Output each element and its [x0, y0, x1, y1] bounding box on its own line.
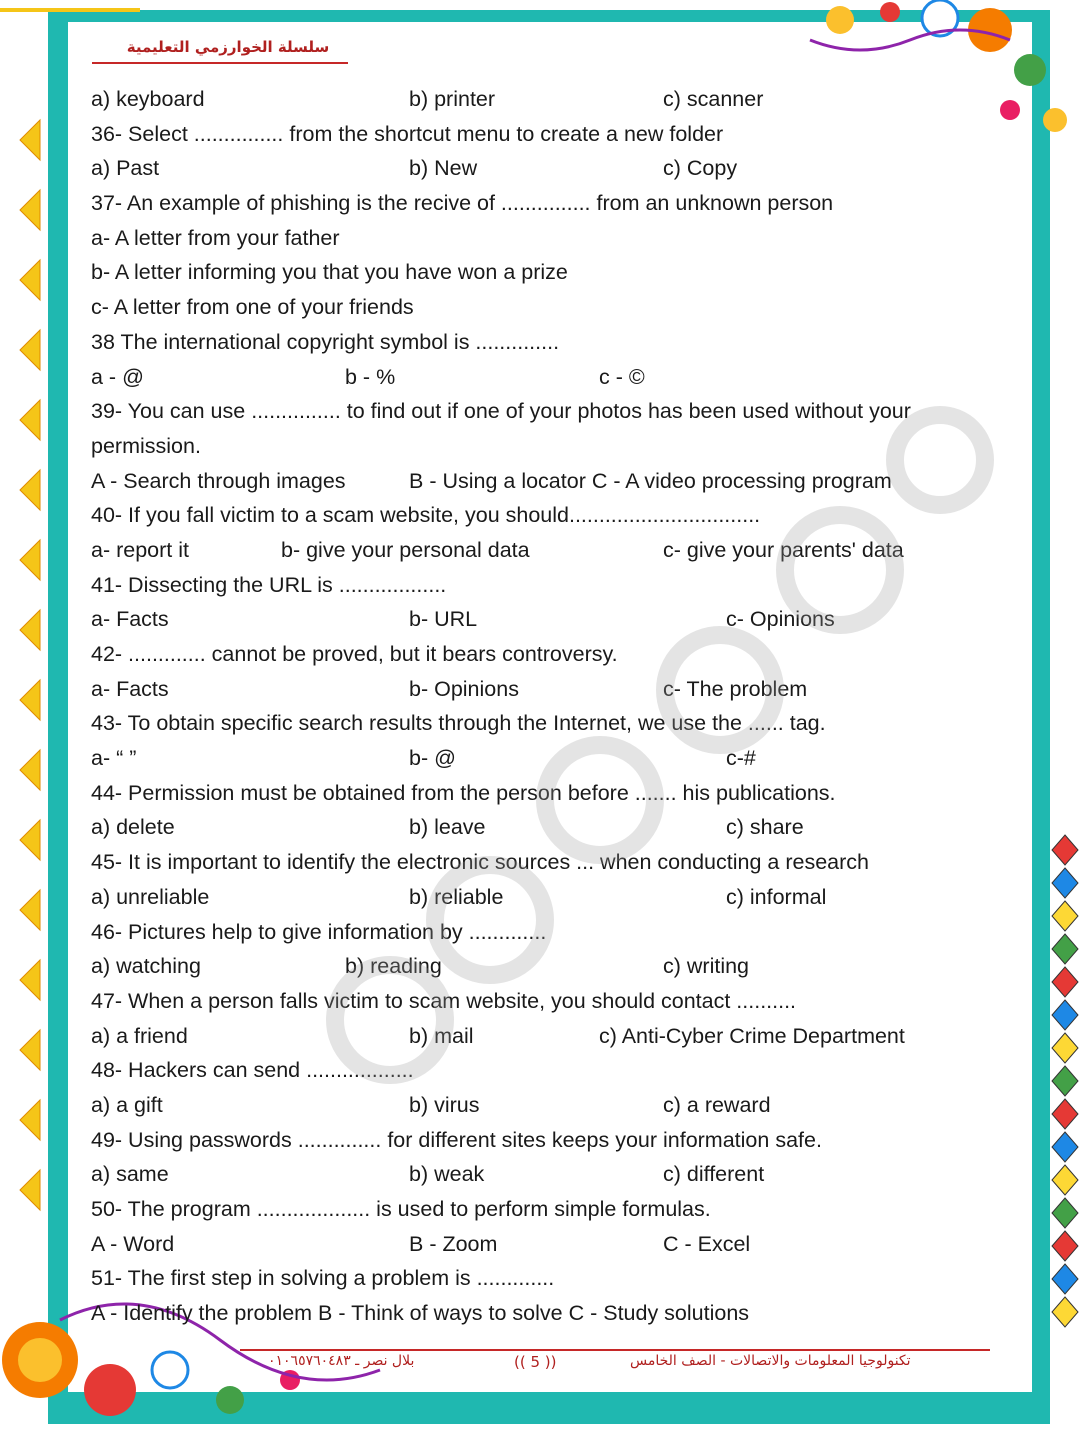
answer-option: c) Anti-Cyber Crime Department: [599, 1023, 905, 1048]
left-border-decoration: [0, 0, 48, 1436]
answer-option: A - Search through images: [91, 468, 346, 493]
answer-option: a- “ ”: [91, 746, 137, 771]
question-row: [91, 151, 991, 186]
answer-option: a - @: [91, 364, 144, 389]
answer-option: c) different: [663, 1162, 765, 1187]
question-row: [91, 949, 991, 984]
answer-option: b) leave: [409, 815, 486, 840]
answer-option: b) New: [409, 156, 478, 181]
answer-option: B - Using a locator C - A video processing program: [409, 468, 892, 493]
answer-option: c) writing: [663, 954, 750, 979]
question-row: [91, 1296, 991, 1331]
question-row: [91, 1261, 991, 1296]
question-row: [91, 1157, 991, 1192]
answer-option: c) Copy: [663, 156, 738, 181]
question-row: [91, 602, 991, 637]
answer-option: a) a gift: [91, 1092, 163, 1117]
answer-option: c - ©: [599, 364, 645, 389]
question-row: [91, 464, 991, 499]
question-text: 44- Permission must be obtained from the person before ....... his publications.: [91, 780, 836, 805]
question-text: 36- Select ............... from the shortcut menu to create a new folder: [91, 121, 724, 146]
answer-option: B - Zoom: [409, 1231, 498, 1256]
answer-option: a) Past: [91, 156, 160, 181]
answer-option: a) keyboard: [91, 87, 205, 111]
question-text: 37- An example of phishing is the recive of ............... from an unknown person: [91, 191, 834, 216]
question-row: [91, 533, 991, 568]
answer-option: a- Facts: [91, 607, 169, 632]
question-row: [91, 915, 991, 950]
answer-option: c) a reward: [663, 1092, 771, 1117]
top-left-decoration: [0, 0, 140, 40]
answer-option: b- give your personal data: [281, 537, 530, 562]
question-text: A - Identify the problem B - Think of ways to solve C - Study solutions: [91, 1301, 750, 1326]
series-title: سلسلة الخوارزمي التعليمية: [126, 38, 330, 56]
answer-option: c) share: [726, 815, 804, 840]
right-border-decoration: [1050, 0, 1080, 1436]
answer-option: a- Facts: [91, 676, 169, 701]
question-text: 42- ............. cannot be proved, but it bears controversy.: [91, 642, 618, 666]
question-text: 45- It is important to identify the electronic sources ... when conducting a research: [91, 850, 869, 875]
footer-author: بلال نصر ـ ٠١٠٦٥٧٦٠٤٨٣: [268, 1353, 415, 1369]
page-number: (( 5 )): [514, 1353, 557, 1371]
answer-option: c) informal: [726, 884, 827, 909]
answer-option: b) reading: [345, 954, 442, 979]
question-text: 49- Using passwords .............. for different sites keeps your information safe.: [91, 1127, 822, 1152]
answer-option: c) scanner: [663, 87, 764, 111]
question-text: 47- When a person falls victim to scam website, you should contact ..........: [91, 988, 797, 1013]
question-row: [91, 394, 991, 429]
answer-option: b- URL: [409, 607, 478, 632]
answer-option: a) unreliable: [91, 884, 210, 909]
answer-option: c-#: [726, 746, 756, 771]
question-list: [91, 82, 991, 1331]
question-text: 46- Pictures help to give information by .............: [91, 919, 547, 944]
answer-option: c- Opinions: [726, 607, 835, 632]
answer-option: A - Word: [91, 1231, 175, 1256]
question-row: [91, 1019, 991, 1054]
answer-option: b- Opinions: [409, 676, 519, 701]
question-row: [91, 117, 991, 152]
answer-option: C - Excel: [663, 1231, 751, 1256]
question-text: a- A letter from your father: [91, 225, 340, 250]
question-row: [91, 637, 991, 672]
question-text: 48- Hackers can send ..................: [91, 1058, 414, 1083]
question-row: [91, 1227, 991, 1262]
title-underline: [92, 62, 348, 64]
answer-option: a) delete: [91, 815, 175, 840]
question-row: [91, 984, 991, 1019]
question-row: [91, 845, 991, 880]
question-row: [91, 776, 991, 811]
question-row: [91, 1088, 991, 1123]
question-row: [91, 1192, 991, 1227]
question-row: [91, 360, 991, 395]
question-text: permission.: [91, 433, 201, 458]
answer-option: a) same: [91, 1162, 169, 1187]
question-row: [91, 672, 991, 707]
question-row: [91, 741, 991, 776]
question-text: 43- To obtain specific search results through the Internet, we use the ...... tag.: [91, 711, 826, 736]
answer-option: b- @: [409, 746, 456, 771]
answer-option: b) printer: [409, 87, 496, 111]
footer-divider: [240, 1349, 990, 1351]
question-row: [91, 82, 991, 117]
question-row: [91, 880, 991, 915]
answer-option: a) watching: [91, 954, 201, 979]
question-text: 41- Dissecting the URL is ..................: [91, 572, 447, 597]
question-row: [91, 429, 991, 464]
question-row: [91, 186, 991, 221]
answer-option: c- The problem: [663, 676, 808, 701]
question-row: [91, 1053, 991, 1088]
question-row: [91, 325, 991, 360]
question-text: 38 The international copyright symbol is ..............: [91, 329, 560, 354]
footer-subject: تكنولوجيا المعلومات والاتصالات - الصف الخامس: [630, 1353, 911, 1369]
question-row: [91, 1123, 991, 1158]
question-row: [91, 498, 991, 533]
answer-option: c- give your parents' data: [663, 537, 904, 562]
question-row: [91, 810, 991, 845]
question-row: [91, 706, 991, 741]
answer-option: b) virus: [409, 1092, 480, 1117]
answer-option: b) weak: [409, 1162, 485, 1187]
answer-option: b - %: [345, 364, 396, 389]
question-row: [91, 255, 991, 290]
question-row: [91, 290, 991, 325]
question-text: 40- If you fall victim to a scam website, you should................................: [91, 503, 761, 528]
answer-option: b) mail: [409, 1023, 474, 1048]
question-text: b- A letter informing you that you have won a prize: [91, 260, 568, 285]
question-text: c- A letter from one of your friends: [91, 295, 414, 320]
answer-option: a) a friend: [91, 1023, 188, 1048]
question-row: [91, 221, 991, 256]
question-text: 39- You can use ............... to find out if one of your photos has been used without your: [91, 399, 911, 424]
answer-option: a- report it: [91, 537, 189, 562]
answer-option: b) reliable: [409, 884, 504, 909]
question-text: 51- The first step in solving a problem is .............: [91, 1266, 555, 1291]
question-text: 50- The program ................... is used to perform simple formulas.: [91, 1197, 711, 1221]
question-row: [91, 568, 991, 603]
